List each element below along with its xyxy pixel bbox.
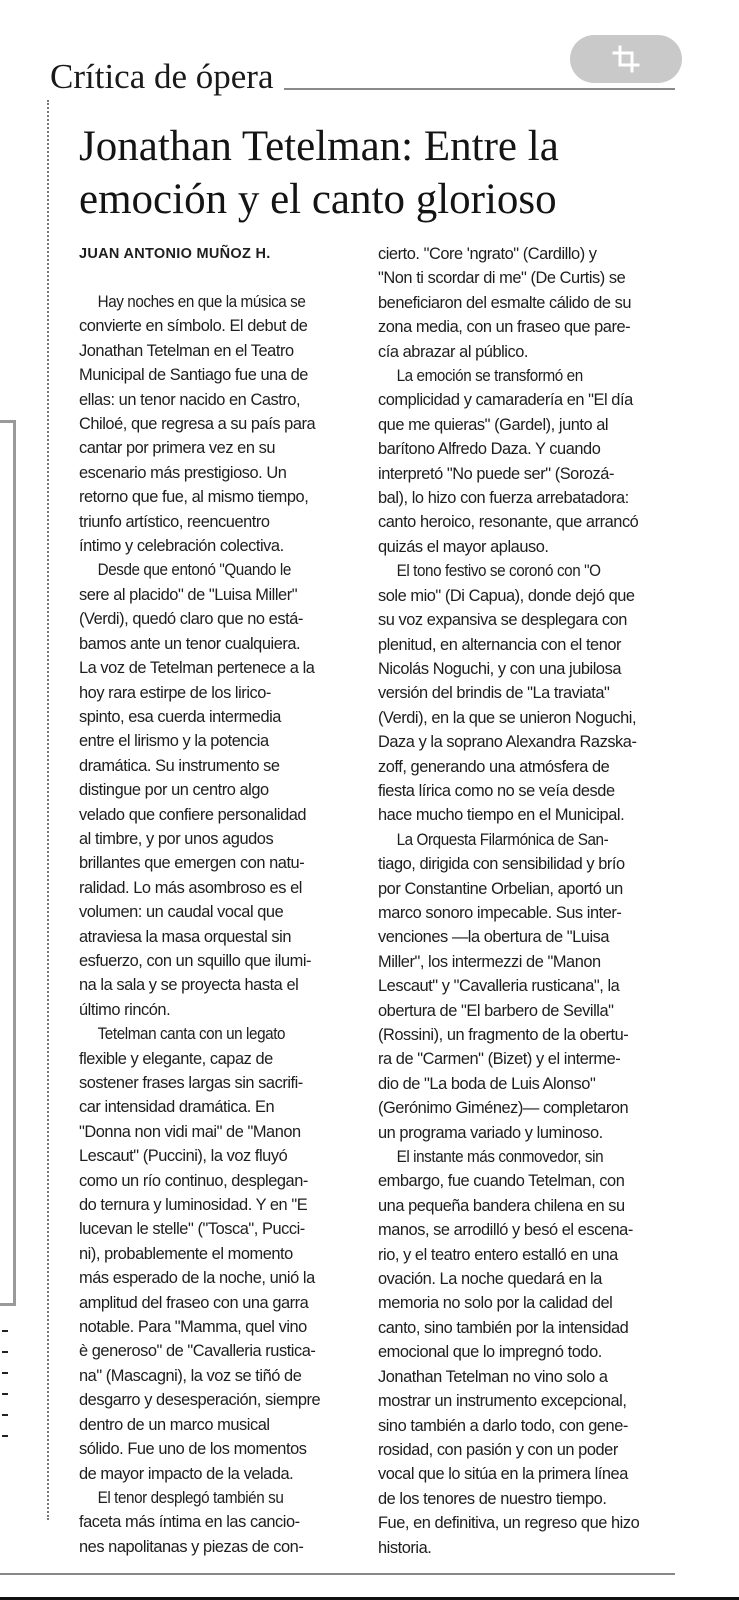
article-text-line: Desde que entonó "Quando le — [97, 561, 291, 580]
article-text-line: ellas: un tenor nacido en Castro, — [79, 390, 301, 409]
article-text-line: (Verdi), quedó claro que no está- — [79, 610, 303, 629]
article-text-line: beneficiaron del esmalte cálido de su — [378, 293, 632, 312]
article-text-line: vocal que lo sitúa en la primera línea — [378, 1465, 628, 1484]
article-text-line: El instante más conmovedor, sin — [396, 1148, 604, 1167]
article-text-line: Nicolás Noguchi, y con una jubilosa — [378, 659, 622, 678]
article-text-line: sere al placido" de "Luisa Miller" — [79, 585, 298, 604]
article-text-line: rio, y el teatro entero estalló en una — [378, 1245, 618, 1264]
article-text-line: último rincón. — [79, 1000, 171, 1019]
article-text-line: Jonathan Tetelman en el Teatro — [79, 341, 294, 360]
article-text-line: de mayor impacto de la velada. — [79, 1464, 294, 1483]
article-text-line: (Verdi), en la que se unieron Noguchi, — [378, 708, 637, 727]
article-text-line: El tenor desplegó también su — [97, 1488, 284, 1507]
article-text-line: canto heroico, resonante, que arrancó — [378, 513, 639, 532]
article-text-line: complicidad y camaradería en "El día — [378, 391, 633, 410]
article-text-line: convierte en símbolo. El debut de — [79, 317, 308, 336]
adjacent-article-edge-marks — [2, 1330, 12, 1456]
article-column-left — [79, 242, 366, 1559]
article-text-line: íntimo y celebración colectiva. — [79, 537, 284, 556]
article-text-line: flexible y elegante, capaz de — [79, 1049, 273, 1068]
article-text-line: nes napolitanas y piezas de con- — [79, 1537, 304, 1556]
article-headline: Jonathan Tetelman: Entre la emoción y el canto glorioso — [79, 123, 559, 223]
article-text-line: cierto. "Core 'ngrato" (Cardillo) y — [378, 245, 597, 263]
page-bottom-rule — [0, 1573, 675, 1575]
article-text-line: car intensidad dramática. En — [79, 1098, 275, 1117]
article-text-line: (Rossini), un fragmento de la obertu- — [378, 1026, 629, 1044]
article-text-line: cantar por primera vez en su — [79, 439, 276, 458]
article-column-right — [378, 242, 665, 1560]
article-text-line: na la sala y se proyecta hasta el — [79, 976, 299, 995]
article-text-line: memoria no solo por la calidad del — [378, 1294, 613, 1313]
crop-button[interactable] — [570, 35, 682, 83]
article-text-line: distingue por un centro algo — [79, 781, 269, 800]
article-text-line: Chiloé, que regresa a su país para — [79, 415, 316, 434]
article-text-line: "Non ti scordar di me" (De Curtis) se — [378, 269, 626, 288]
article-text-line: ra de "Carmen" (Bizet) y el interme- — [378, 1050, 621, 1069]
article-text-line: su voz expansiva se desplegara con — [378, 611, 627, 630]
article-text-line: venciones —la obertura de "Luisa — [378, 928, 610, 947]
article-text-line: sino también a darlo todo, con gene- — [378, 1416, 628, 1435]
article-text-line: velado que confiere personalidad — [79, 805, 307, 824]
article-text-line: brillantes que emergen con natu- — [79, 854, 305, 873]
article-text-line: manos, se arrodilló y besó el escena- — [378, 1221, 633, 1240]
article-text-line: "Donna non vidi mai" de "Manon — [79, 1122, 301, 1141]
column-dotted-rule — [47, 100, 49, 1520]
section-rule — [284, 88, 675, 90]
article-text-line: escenario más prestigioso. Un — [79, 463, 287, 482]
article-text-line: dentro de un marco musical — [79, 1415, 270, 1434]
article-text-line: hace mucho tiempo en el Municipal. — [378, 806, 625, 825]
article-text-line: rosidad, con pasión y con un poder — [378, 1440, 618, 1459]
article-text-line: La Orquesta Filarmónica de San- — [396, 830, 609, 849]
article-text-line: zoff, generando una atmósfera de — [378, 757, 610, 776]
article-text-line: bamos ante un tenor cualquiera. — [79, 634, 301, 653]
article-text-line: faceta más íntima en las cancio- — [79, 1513, 300, 1532]
article-text-line: na" (Mascagni), la voz se tiñó de — [79, 1366, 302, 1385]
article-text-line: versión del brindis de "La traviata" — [378, 684, 610, 703]
article-text-line: sólido. Fue uno de los momentos — [79, 1440, 307, 1459]
article-text-line: desgarro y desesperación, siempre — [79, 1391, 321, 1410]
article-text-line: entre el lirismo y la potencia — [79, 732, 269, 751]
article-text-line: dramática. Su instrumento se — [79, 756, 280, 775]
article-text-line: emocional que lo impregnó todo. — [378, 1343, 602, 1362]
article-text-line: al timbre, y por unos agudos — [79, 829, 274, 848]
article-text-line: do ternura y luminosidad. Y en "E — [79, 1196, 308, 1215]
article-text-line: retorno que fue, al mismo tiempo, — [79, 488, 309, 507]
article-text-line: La emoción se transformó en — [396, 367, 583, 386]
article-text-line: hoy rara estirpe de los lirico- — [79, 683, 271, 702]
article-text-line: triunfo artístico, reencuentro — [79, 512, 270, 531]
article-text-line: canto, sino también por la intensidad — [378, 1318, 629, 1337]
article-text-line: de los tenores de nuestro tiempo. — [378, 1489, 607, 1508]
article-text-line: marco sonoro impecable. Sus inter- — [378, 903, 622, 922]
article-text-line: como un río continuo, desplegan- — [79, 1171, 308, 1190]
article-text-line: por Constantine Orbelian, aportó un — [378, 879, 623, 898]
article-text-line: Lescaut" y "Cavalleria rusticana", la — [378, 977, 620, 996]
article-text-line: spinto, esa cuerda intermedia — [79, 707, 281, 726]
article-byline: JUAN ANTONIO MUÑOZ H. — [79, 246, 271, 262]
article-text-line: bal), lo hizo con fuerza arrebatadora: — [378, 489, 629, 508]
article-text-line: interpretó "No puede ser" (Sorozá- — [378, 464, 614, 483]
crop-icon — [611, 44, 641, 74]
article-text-line: La voz de Tetelman pertenece a la — [79, 659, 315, 678]
section-label: Crítica de ópera — [50, 57, 274, 96]
article-text-line: quizás el mayor aplauso. — [378, 537, 549, 556]
article-text-line: esfuerzo, con un squillo que ilumi- — [79, 951, 312, 970]
article-text-line: embargo, fue cuando Tetelman, con — [378, 1172, 625, 1191]
article-text-line: notable. Para "Mamma, quel vino — [79, 1318, 307, 1337]
article-text-line: ni), probablemente el momento — [79, 1244, 293, 1263]
article-text-line: Jonathan Tetelman no vino solo a — [378, 1367, 608, 1386]
article-text-line: historia. — [378, 1538, 432, 1557]
article-text-line: fiesta lírica como no se veía desde — [378, 781, 615, 800]
article-text-line: que me quieras" (Gardel), junto al — [378, 415, 609, 434]
article-text-line: tiago, dirigida con sensibilidad y brío — [378, 855, 625, 874]
article-text-line: una pequeña bandera chilena en su — [378, 1196, 625, 1215]
article-text-line: sostener frases largas sin sacrifi- — [79, 1074, 303, 1092]
article-text-line: ralidad. Lo más asombroso es el — [79, 878, 302, 897]
article-text-line: dio de "La boda de Luis Alonso" — [378, 1074, 596, 1093]
article-text-line: obertura de "El barbero de Sevilla" — [378, 1001, 614, 1020]
article-text-line: è generoso" de "Cavalleria rustica- — [79, 1342, 316, 1361]
article-text-line: volumen: un caudal vocal que — [79, 903, 284, 922]
article-text-line: barítono Alfredo Daza. Y cuando — [378, 440, 601, 459]
article-text-line: Tetelman canta con un legato — [97, 1025, 286, 1044]
article-text-line: plenitud, en alternancia con el tenor — [378, 635, 622, 654]
article-text-line: Hay noches en que la música se — [97, 293, 306, 311]
article-text-line: lucevan le stelle" ("Tosca", Pucci- — [79, 1220, 305, 1239]
article-text-line: Lescaut" (Puccini), la voz fluyó — [79, 1147, 288, 1166]
article-text-line: atraviesa la masa orquestal sin — [79, 927, 291, 946]
article-text-line: cía abrazar al público. — [378, 342, 529, 361]
article-text-line: sole mio" (Di Capua), donde dejó que — [378, 586, 635, 605]
article-text-line: mostrar un instrumento excepcional, — [378, 1392, 627, 1411]
article-text-line: zona media, con un fraseo que pare- — [378, 318, 631, 337]
article-text-line: amplitud del fraseo con una garra — [79, 1293, 309, 1312]
adjacent-article-frame — [0, 420, 16, 1306]
article-text-line: Miller", los intermezzi de "Manon — [378, 952, 601, 971]
article-text-line: El tono festivo se coronó con "O — [396, 562, 601, 581]
article-text-line: más esperado de la noche, unió la — [79, 1269, 315, 1288]
article-text-line: ovación. La noche quedará en la — [378, 1270, 602, 1289]
article-text-line: Daza y la soprano Alexandra Razska- — [378, 733, 637, 752]
article-text-line: (Gerónimo Giménez)— completaron — [378, 1099, 629, 1118]
article-text-line: un programa variado y luminoso. — [378, 1123, 603, 1142]
article-text-line: Fue, en definitiva, un regreso que hizo — [378, 1514, 640, 1533]
article-text-line: Municipal de Santiago fue una de — [79, 366, 308, 385]
